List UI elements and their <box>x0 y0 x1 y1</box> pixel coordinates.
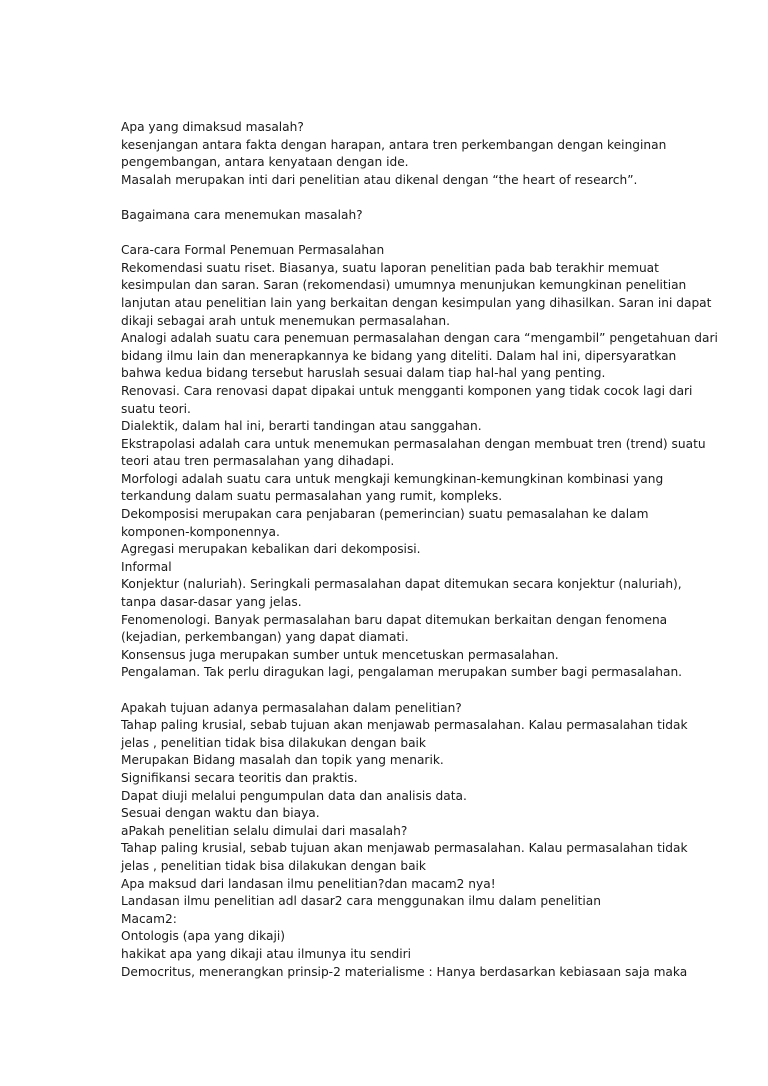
text-line: Dekomposisi merupakan cara penjabaran (pemerincian) suatu pemasalahan ke dalam <box>121 507 649 522</box>
text-line: Pengalaman. Tak perlu diragukan lagi, pengalaman merupakan sumber bagi permasalahan. <box>121 665 683 680</box>
text-line: Signifikansi secara teoritis dan praktis. <box>121 770 358 785</box>
blank-line <box>121 189 681 207</box>
text-line: aPakah penelitian selalu dimulai dari masalah? <box>121 823 408 838</box>
text-line: Bagaimana cara menemukan masalah? <box>121 207 363 222</box>
text-line: kesimpulan dan saran. Saran (rekomendasi) umumnya menunjukan kemungkinan penelitian <box>121 278 687 293</box>
blank-line <box>121 682 681 700</box>
text-line: Informal <box>121 559 172 574</box>
text-line: (kejadian, perkembangan) yang dapat diamati. <box>121 630 409 645</box>
text-line: Ekstrapolasi adalah cara untuk menemukan permasalahan dengan membuat tren (trend) suatu <box>121 436 706 451</box>
text-line: tanpa dasar-dasar yang jelas. <box>121 595 302 610</box>
text-line: terkandung dalam suatu permasalahan yang rumit, kompleks. <box>121 489 503 504</box>
text-line: Apa yang dimaksud masalah? <box>121 120 304 134</box>
text-line: suatu teori. <box>121 401 191 416</box>
text-line: Agregasi merupakan kebalikan dari dekomposisi. <box>121 542 421 557</box>
text-line: Renovasi. Cara renovasi dapat dipakai untuk mengganti komponen yang tidak cocok lagi dari <box>121 383 693 398</box>
text-line: kesenjangan antara fakta dengan harapan, antara tren perkembangan dengan keinginan <box>121 137 667 152</box>
text-line: teori atau tren permasalahan yang dihadapi. <box>121 454 395 469</box>
text-line: Democritus, menerangkan prinsip-2 materialisme : Hanya berdasarkan kebiasaan saja maka <box>121 964 688 979</box>
text-line: komponen-komponennya. <box>121 524 280 539</box>
text-line: Dialektik, dalam hal ini, berarti tandingan atau sanggahan. <box>121 419 482 434</box>
text-line: Konsensus juga merupakan sumber untuk mencetuskan permasalahan. <box>121 647 559 662</box>
text-line: Fenomenologi. Banyak permasalahan baru dapat ditemukan berkaitan dengan fenomena <box>121 612 668 627</box>
document-body <box>121 119 718 981</box>
text-line: Apa maksud dari landasan ilmu penelitian?dan macam2 nya! <box>121 876 496 891</box>
text-line: Dapat diuji melalui pengumpulan data dan analisis data. <box>121 788 467 803</box>
text-line: Cara-cara Formal Penemuan Permasalahan <box>121 243 385 258</box>
text-line: Macam2: <box>121 911 177 926</box>
text-line: Analogi adalah suatu cara penemuan permasalahan dengan cara “mengambil” pengetahuan dari <box>121 331 718 346</box>
text-line: hakikat apa yang dikaji atau ilmunya itu sendiri <box>121 946 412 961</box>
text-line: Landasan ilmu penelitian adl dasar2 cara menggunakan ilmu dalam penelitian <box>121 894 601 909</box>
text-line: jelas , penelitian tidak bisa dilakukan dengan baik <box>121 858 426 873</box>
text-line: jelas , penelitian tidak bisa dilakukan dengan baik <box>121 735 426 750</box>
text-line: Ontologis (apa yang dikaji) <box>121 929 286 944</box>
text-line: Morfologi adalah suatu cara untuk mengkaji kemungkinan-kemungkinan kombinasi yang <box>121 471 664 486</box>
text-line: lanjutan atau penelitian lain yang berkaitan dengan kesimpulan yang dihasilkan. Saran ini dapat <box>121 295 712 310</box>
text-line: pengembangan, antara kenyataan dengan ide. <box>121 155 409 170</box>
text-line: dikaji sebagai arah untuk menemukan permasalahan. <box>121 313 450 328</box>
text-line: Rekomendasi suatu riset. Biasanya, suatu laporan penelitian pada bab terakhir memuat <box>121 260 659 275</box>
text-line: Konjektur (naluriah). Seringkali permasalahan dapat ditemukan secara konjektur (naluriah), <box>121 577 682 592</box>
text-line: Masalah merupakan inti dari penelitian atau dikenal dengan “the heart of research”. <box>121 172 638 187</box>
blank-line <box>121 225 681 243</box>
text-line: Apakah tujuan adanya permasalahan dalam penelitian? <box>121 700 462 715</box>
text-line: Tahap paling krusial, sebab tujuan akan menjawab permasalahan. Kalau permasalahan tidak <box>121 718 688 733</box>
text-line: bahwa kedua bidang tersebut haruslah sesuai dalam tiap hal-hal yang penting. <box>121 366 606 381</box>
text-line: bidang ilmu lain dan menerapkannya ke bidang yang diteliti. Dalam hal ini, dipersyaratkan <box>121 348 677 363</box>
text-line: Tahap paling krusial, sebab tujuan akan menjawab permasalahan. Kalau permasalahan tidak <box>121 841 688 856</box>
text-line: Sesuai dengan waktu dan biaya. <box>121 806 320 821</box>
text-line: Merupakan Bidang masalah dan topik yang menarik. <box>121 753 444 768</box>
